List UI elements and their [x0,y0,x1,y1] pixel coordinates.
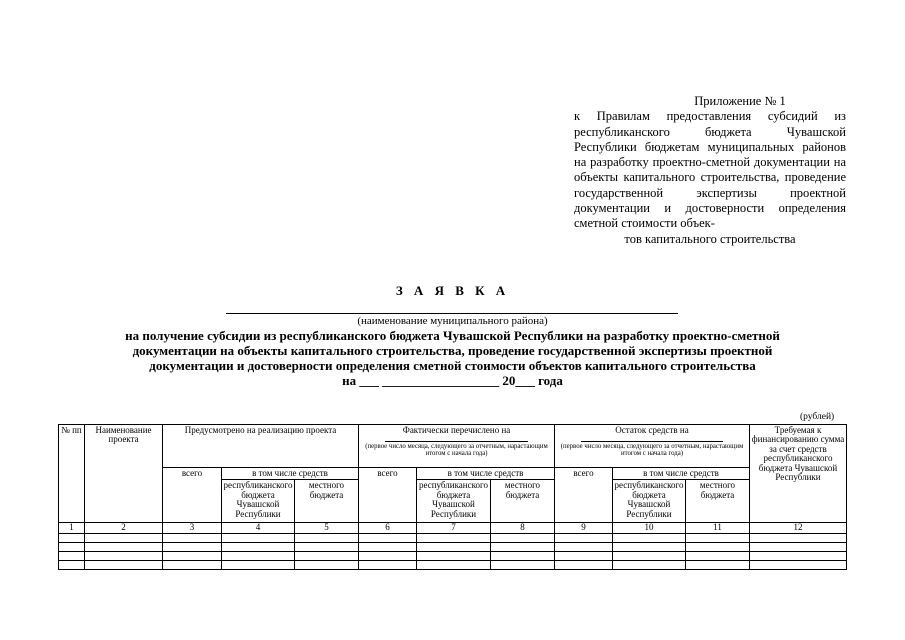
currency-unit: (рублей) [800,412,835,422]
header-planned-total: всего [163,468,222,523]
header-actual [359,425,555,468]
header-actual-including: в том числе средств [417,468,555,480]
header-planned-local: местного бюджета [295,480,359,523]
header-remainder-republic: республиканского бюджета Чувашской Республики [613,480,686,523]
header-project-name: Наименование проекта [85,425,163,523]
appendix-last-line: тов капитального строительства [624,231,796,246]
column-numbers-row [59,523,847,533]
appendix-title: Приложение № 1 [694,94,786,108]
table-row [59,551,847,560]
district-name-caption: (наименование муниципального района) [357,315,548,327]
column-number: 11 [686,523,750,533]
column-number: 9 [555,523,613,533]
subject-line-2: документации на объекты капитального строительства, проведение государственной экспертизы проектной [132,343,773,358]
table-row [59,542,847,551]
header-number: № пп [59,425,85,523]
header-actual-total: всего [359,468,417,523]
column-number: 3 [163,523,222,533]
application-table [58,424,847,570]
table-row [59,533,847,542]
district-name-line [226,313,678,314]
column-number: 6 [359,523,417,533]
header-required-amount: Требуемая к финансированию сумма за счет средств республиканского бюджета Чувашской Республики [750,425,847,523]
header-remainder [555,425,750,468]
header-remainder-label: Остаток средств на [615,425,689,435]
column-number: 2 [85,523,163,533]
header-row-1 [59,425,847,468]
header-planned-including: в том числе средств [222,468,359,480]
column-number: 1 [59,523,85,533]
header-row-2 [59,468,847,480]
appendix-block [574,94,846,247]
column-number: 5 [295,523,359,533]
header-actual-date-line [385,441,528,442]
subject-line-4: на ___ __________________ 20___ года [342,373,563,388]
subject-line-3: документации и достоверности определения сметной стоимости объектов капитального строительства [149,358,756,373]
appendix-text: к Правилам предоставления субсидий из республиканского бюджета Чувашской Республики бюджетам муниципальных районов на разработку проектно-сметной документации на объекты капитального строительства, проведение государственной экспертизы проектной документации и достоверности определения сметной стоимости объек- [574,109,846,231]
header-planned-republic: республиканского бюджета Чувашской Республики [222,480,295,523]
header-actual-local: местного бюджета [491,480,555,523]
header-actual-note: (первое число месяца, следующего за отчетным, нарастающим итогом с начала года) [365,443,548,458]
column-number: 12 [750,523,847,533]
header-remainder-including: в том числе средств [613,468,750,480]
table-row [59,560,847,569]
header-remainder-local: местного бюджета [686,480,750,523]
subject-text [0,328,905,388]
column-number: 8 [491,523,555,533]
header-remainder-date-line [581,441,723,442]
subject-line-1: на получение субсидии из республиканского бюджета Чувашской Республики на разработку проектно-сметной [125,328,780,343]
column-number: 10 [613,523,686,533]
document-title: З А Я В К А [395,283,510,298]
header-remainder-note: (первое число месяца, следующего за отчетным, нарастающим итогом с начала года) [560,443,744,458]
header-actual-label: Фактически перечислено на [402,425,511,435]
column-number: 7 [417,523,491,533]
header-planned: Предусмотрено на реализацию проекта [163,425,359,468]
header-remainder-total: всего [555,468,613,523]
column-number: 4 [222,523,295,533]
header-actual-republic: республиканского бюджета Чувашской Республики [417,480,491,523]
